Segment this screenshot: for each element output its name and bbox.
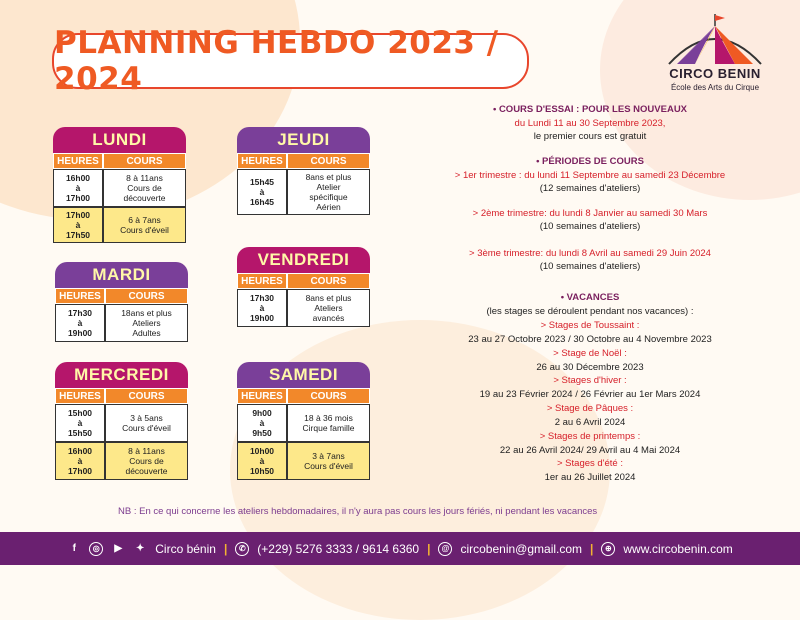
table-row <box>55 304 188 342</box>
facebook-icon[interactable]: f <box>72 543 76 554</box>
hours-header: HEURES <box>53 153 103 169</box>
hours-header: HEURES <box>55 288 105 304</box>
hours-header: HEURES <box>237 388 287 404</box>
hiver-dates: 19 au 23 Février 2024 / 26 Février au 1er Mars 2024 <box>479 389 701 400</box>
phone-number[interactable]: (+229) 5276 3333 / 9614 6360 <box>257 541 420 556</box>
hours-cell: 17h00 à 17h50 <box>53 207 103 243</box>
day-card-mercredi <box>55 362 188 480</box>
hours-cell: 15h45 à 16h45 <box>237 169 287 215</box>
hours-cell: 15h00 à 15h50 <box>55 404 105 442</box>
course-cell: 18 à 36 mois Cirque famille <box>287 404 370 442</box>
hours-cell: 17h30 à 19h00 <box>55 304 105 342</box>
day-card-vendredi <box>237 247 370 327</box>
table-header <box>237 388 370 404</box>
course-cell: 6 à 7ans Cours d'éveil <box>103 207 186 243</box>
paques-dates: 2 au 6 Avril 2024 <box>554 417 626 428</box>
ete-title: > Stages d'été : <box>557 458 623 469</box>
separator: | <box>427 541 431 556</box>
course-cell: 3 à 7ans Cours d'éveil <box>287 442 370 480</box>
hours-cell: 10h00 à 10h50 <box>237 442 287 480</box>
page-title: PLANNING HEBDO 2023 / 2024 <box>52 33 529 89</box>
day-title: JEUDI <box>237 127 370 153</box>
toussaint-title: > Stages de Toussaint : <box>540 320 640 331</box>
trimestre-3-note: (10 semaines d'ateliers) <box>539 261 641 272</box>
hours-cell: 17h30 à 19h00 <box>237 289 287 327</box>
table-header <box>55 388 188 404</box>
hours-cell: 9h00 à 9h50 <box>237 404 287 442</box>
social-handle[interactable]: Circo bénin <box>155 541 216 556</box>
separator: | <box>223 541 228 556</box>
courses-header: COURS <box>287 153 370 169</box>
day-title: SAMEDI <box>237 362 370 388</box>
logo-subtitle: École des Arts du Cirque <box>670 83 760 92</box>
email-link[interactable]: circobenin@gmail.com <box>460 541 583 556</box>
course-cell: 8ans et plus Ateliers avancés <box>287 289 370 327</box>
youtube-icon[interactable]: ▶ <box>114 543 123 554</box>
table-header <box>55 288 188 304</box>
hours-header: HEURES <box>55 388 105 404</box>
courses-header: COURS <box>105 288 188 304</box>
phone-icon: ✆ <box>235 542 249 556</box>
course-cell: 3 à 5ans Cours d'éveil <box>105 404 188 442</box>
course-cell: 8ans et plus Atelier spécifique Aérien <box>287 169 370 215</box>
hours-header: HEURES <box>237 153 287 169</box>
vacances-title: • VACANCES <box>560 292 620 303</box>
courses-header: COURS <box>105 388 188 404</box>
essai-title: • COURS D'ESSAI : POUR LES NOUVEAUX <box>492 104 688 115</box>
courses-header: COURS <box>103 153 186 169</box>
trimestre-2: > 2ème trimestre: du lundi 8 Janvier au samedi 30 Mars <box>472 208 708 219</box>
course-cell: 8 à 11ans Cours de découverte <box>103 169 186 207</box>
paques-title: > Stage de Pâques : <box>546 403 634 414</box>
day-title: MARDI <box>55 262 188 288</box>
essai-dates: du Lundi 11 au 30 Septembre 2023, <box>514 118 666 129</box>
hours-header: HEURES <box>237 273 287 289</box>
essai-note: le premier cours est gratuit <box>533 131 647 142</box>
website-link[interactable]: www.circobenin.com <box>623 541 733 556</box>
table-row <box>53 169 186 207</box>
table-header <box>53 153 186 169</box>
twitter-icon[interactable]: ✦ <box>136 543 145 554</box>
table-header <box>237 273 370 289</box>
logo-name: CIRCO BENIN <box>669 66 761 81</box>
table-row <box>237 442 370 480</box>
footer <box>0 532 800 565</box>
course-cell: 8 à 11ans Cours de découverte <box>105 442 188 480</box>
vacances-note: (les stages se déroulent pendant nos vacances) : <box>486 306 694 317</box>
circo-benin-logo <box>655 12 775 100</box>
day-title: VENDREDI <box>237 247 370 273</box>
toussaint-dates: 23 au 27 Octobre 2023 / 30 Octobre au 4 Novembre 2023 <box>468 334 712 345</box>
table-row <box>237 169 370 215</box>
table-row <box>55 404 188 442</box>
circus-tent-icon <box>655 12 775 68</box>
day-card-jeudi <box>237 127 370 215</box>
course-cell: 18ans et plus Ateliers Adultes <box>105 304 188 342</box>
day-title: LUNDI <box>53 127 186 153</box>
separator: | <box>590 541 594 556</box>
table-row <box>55 442 188 480</box>
hours-cell: 16h00 à 17h00 <box>55 442 105 480</box>
day-card-samedi <box>237 362 370 480</box>
trimestre-1-note: (12 semaines d'ateliers) <box>539 183 641 194</box>
trimestre-1: > 1er trimestre : du lundi 11 Septembre au samedi 23 Décembre <box>454 170 726 181</box>
hours-cell: 16h00 à 17h00 <box>53 169 103 207</box>
table-header <box>237 153 370 169</box>
table-row <box>237 404 370 442</box>
table-row <box>53 207 186 243</box>
day-title: MERCREDI <box>55 362 188 388</box>
courses-header: COURS <box>287 273 370 289</box>
printemps-dates: 22 au 26 Avril 2024/ 29 Avril au 4 Mai 2024 <box>499 445 681 456</box>
day-card-mardi <box>55 262 188 342</box>
trimestre-3: > 3ème trimestre: du lundi 8 Avril au samedi 29 Juin 2024 <box>469 248 711 259</box>
periodes-title: • PÉRIODES DE COURS <box>536 156 644 167</box>
hiver-title: > Stages d'hiver : <box>553 375 627 386</box>
ete-dates: 1er au 26 Juillet 2024 <box>544 472 636 483</box>
courses-header: COURS <box>287 388 370 404</box>
noel-title: > Stage de Noël : <box>553 348 627 359</box>
printemps-title: > Stages de printemps : <box>539 431 641 442</box>
trimestre-2-note: (10 semaines d'ateliers) <box>539 221 641 232</box>
nb-note: NB : En ce qui concerne les ateliers hebdomadaires, il n'y aura pas cours les jours fériés, ni pendant les vacances <box>118 506 598 517</box>
instagram-icon[interactable]: ◎ <box>89 542 103 556</box>
email-icon: @ <box>438 542 452 556</box>
table-row <box>237 289 370 327</box>
noel-dates: 26 au 30 Décembre 2023 <box>536 362 644 373</box>
globe-icon: ⊕ <box>601 542 615 556</box>
day-card-lundi <box>53 127 186 243</box>
